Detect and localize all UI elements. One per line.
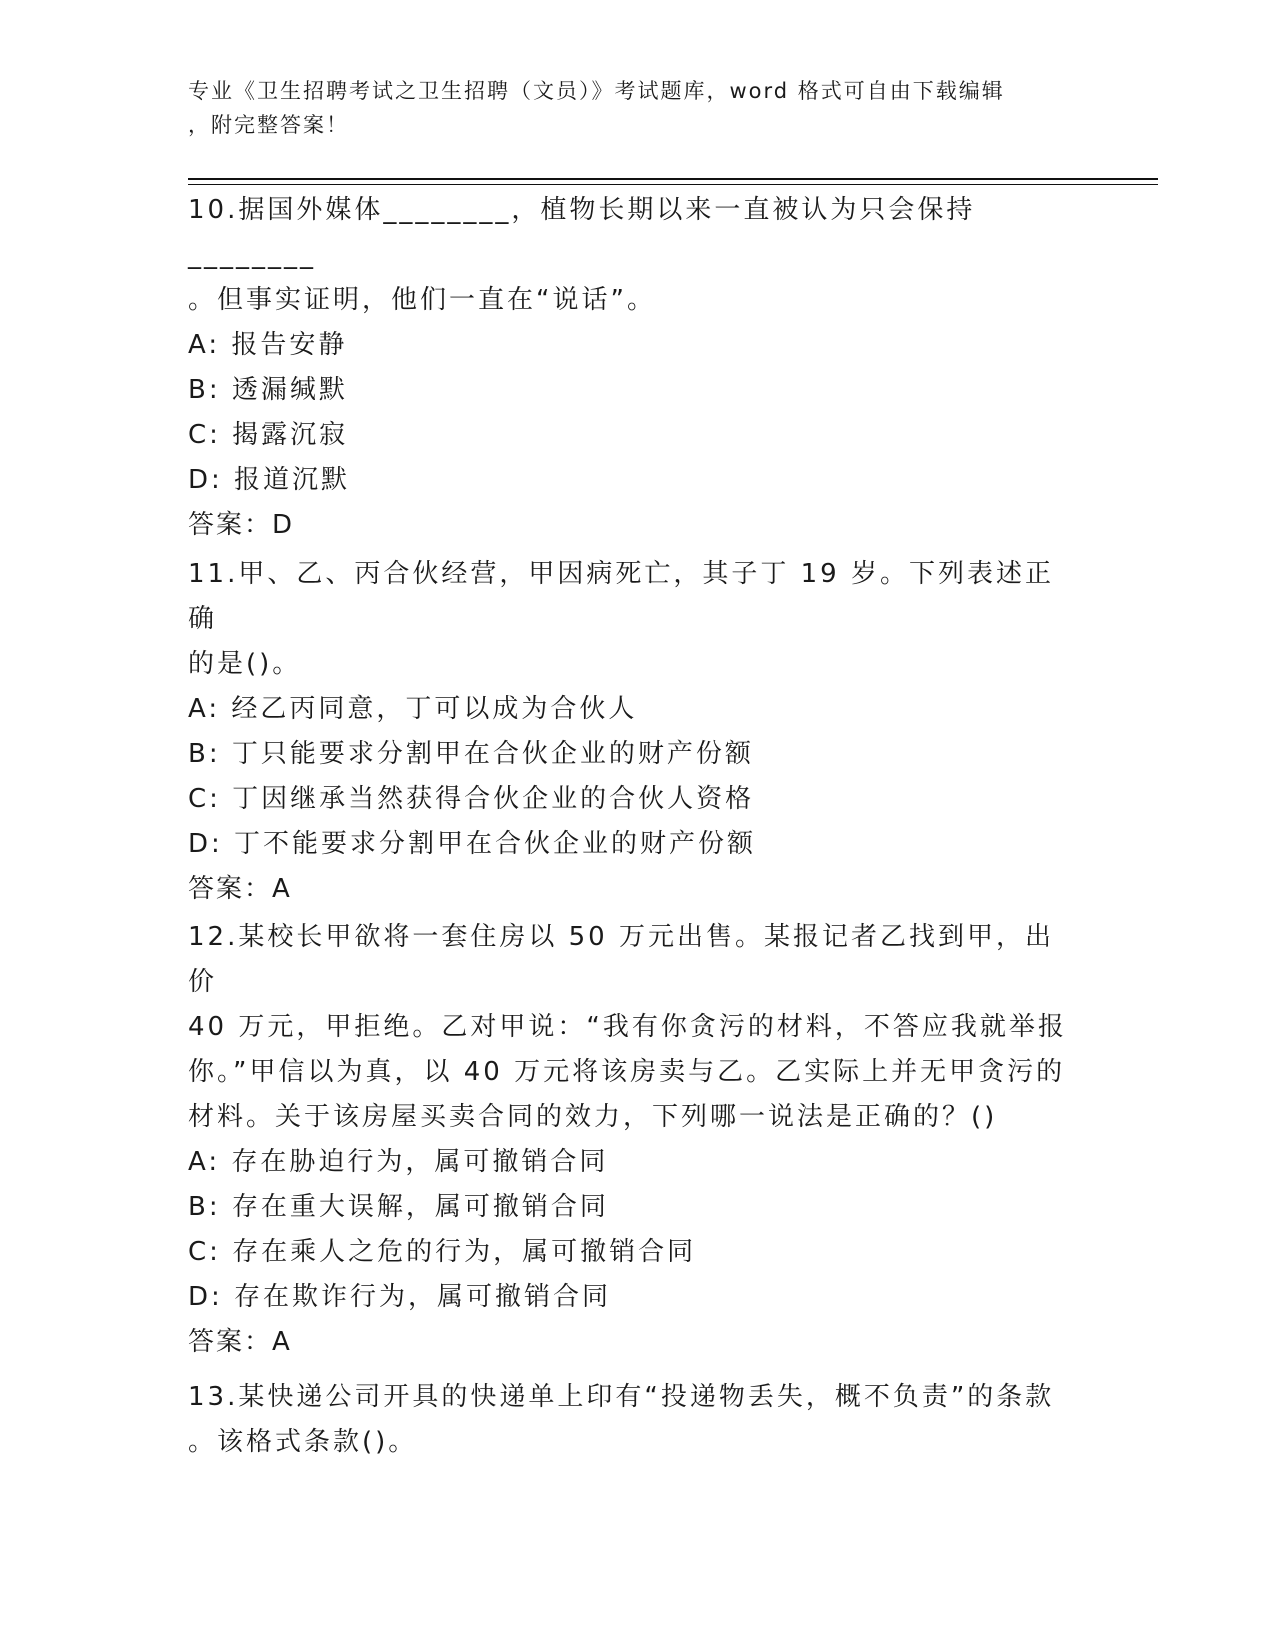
option-a: A: 经乙丙同意，丁可以成为合伙人 [188,694,638,724]
question-text-line: 12.某校长甲欲将一套住房以 50 万元出售。某报记者乙找到甲，出价 [188,922,1054,997]
answer-label: 答案：D [188,510,295,540]
question-text-line: 11.甲、乙、丙合伙经营，甲因病死亡，其子丁 19 岁。下列表述正确 [188,559,1054,634]
question-text-line: 10.据国外媒体________，植物长期以来一直被认为只会保持________ [188,195,976,270]
option-d: D: 丁不能要求分割甲在合伙企业的财产份额 [188,829,757,859]
option-b: B: 存在重大误解，属可撤销合同 [188,1192,609,1222]
question-11 [188,552,1078,912]
header-line-1: 专业《卫生招聘考试之卫生招聘（文员）》考试题库，word 格式可自由下载编辑 [188,79,1005,103]
option-c: C: 丁因继承当然获得合伙企业的合伙人资格 [188,784,755,814]
option-b: B: 透漏缄默 [188,375,348,405]
question-13 [188,1375,1078,1465]
answer-label: 答案：A [188,1327,292,1357]
option-d: D: 报道沉默 [188,465,351,495]
question-text-line: 40 万元，甲拒绝。乙对甲说：“我有你贪污的材料，不答应我就举报 [188,1012,1067,1042]
question-text-line: 。该格式条款()。 [188,1427,418,1457]
question-12 [188,915,1078,1365]
option-c: C: 揭露沉寂 [188,420,349,450]
question-text-line: 你。”甲信以为真，以 40 万元将该房卖与乙。乙实际上并无甲贪污的 [188,1057,1066,1087]
question-10 [188,188,1078,548]
option-b: B: 丁只能要求分割甲在合伙企业的财产份额 [188,739,754,769]
option-c: C: 存在乘人之危的行为，属可撤销合同 [188,1237,697,1267]
header-line-2: ，附完整答案！ [188,113,349,137]
question-text-line: 。但事实证明，他们一直在“说话”。 [188,285,656,315]
document-header [188,74,1068,142]
header-divider-thick [188,178,1158,180]
question-text-line: 材料。关于该房屋买卖合同的效力，下列哪一说法是正确的？() [188,1102,998,1132]
option-a: A: 报告安静 [188,330,348,360]
option-a: A: 存在胁迫行为，属可撤销合同 [188,1147,609,1177]
question-text-line: 的是()。 [188,649,302,679]
answer-label: 答案：A [188,874,292,904]
question-text-line: 13.某快递公司开具的快递单上印有“投递物丢失，概不负责”的条款 [188,1382,1055,1412]
header-divider-thin [188,184,1158,185]
option-d: D: 存在欺诈行为，属可撤销合同 [188,1282,612,1312]
